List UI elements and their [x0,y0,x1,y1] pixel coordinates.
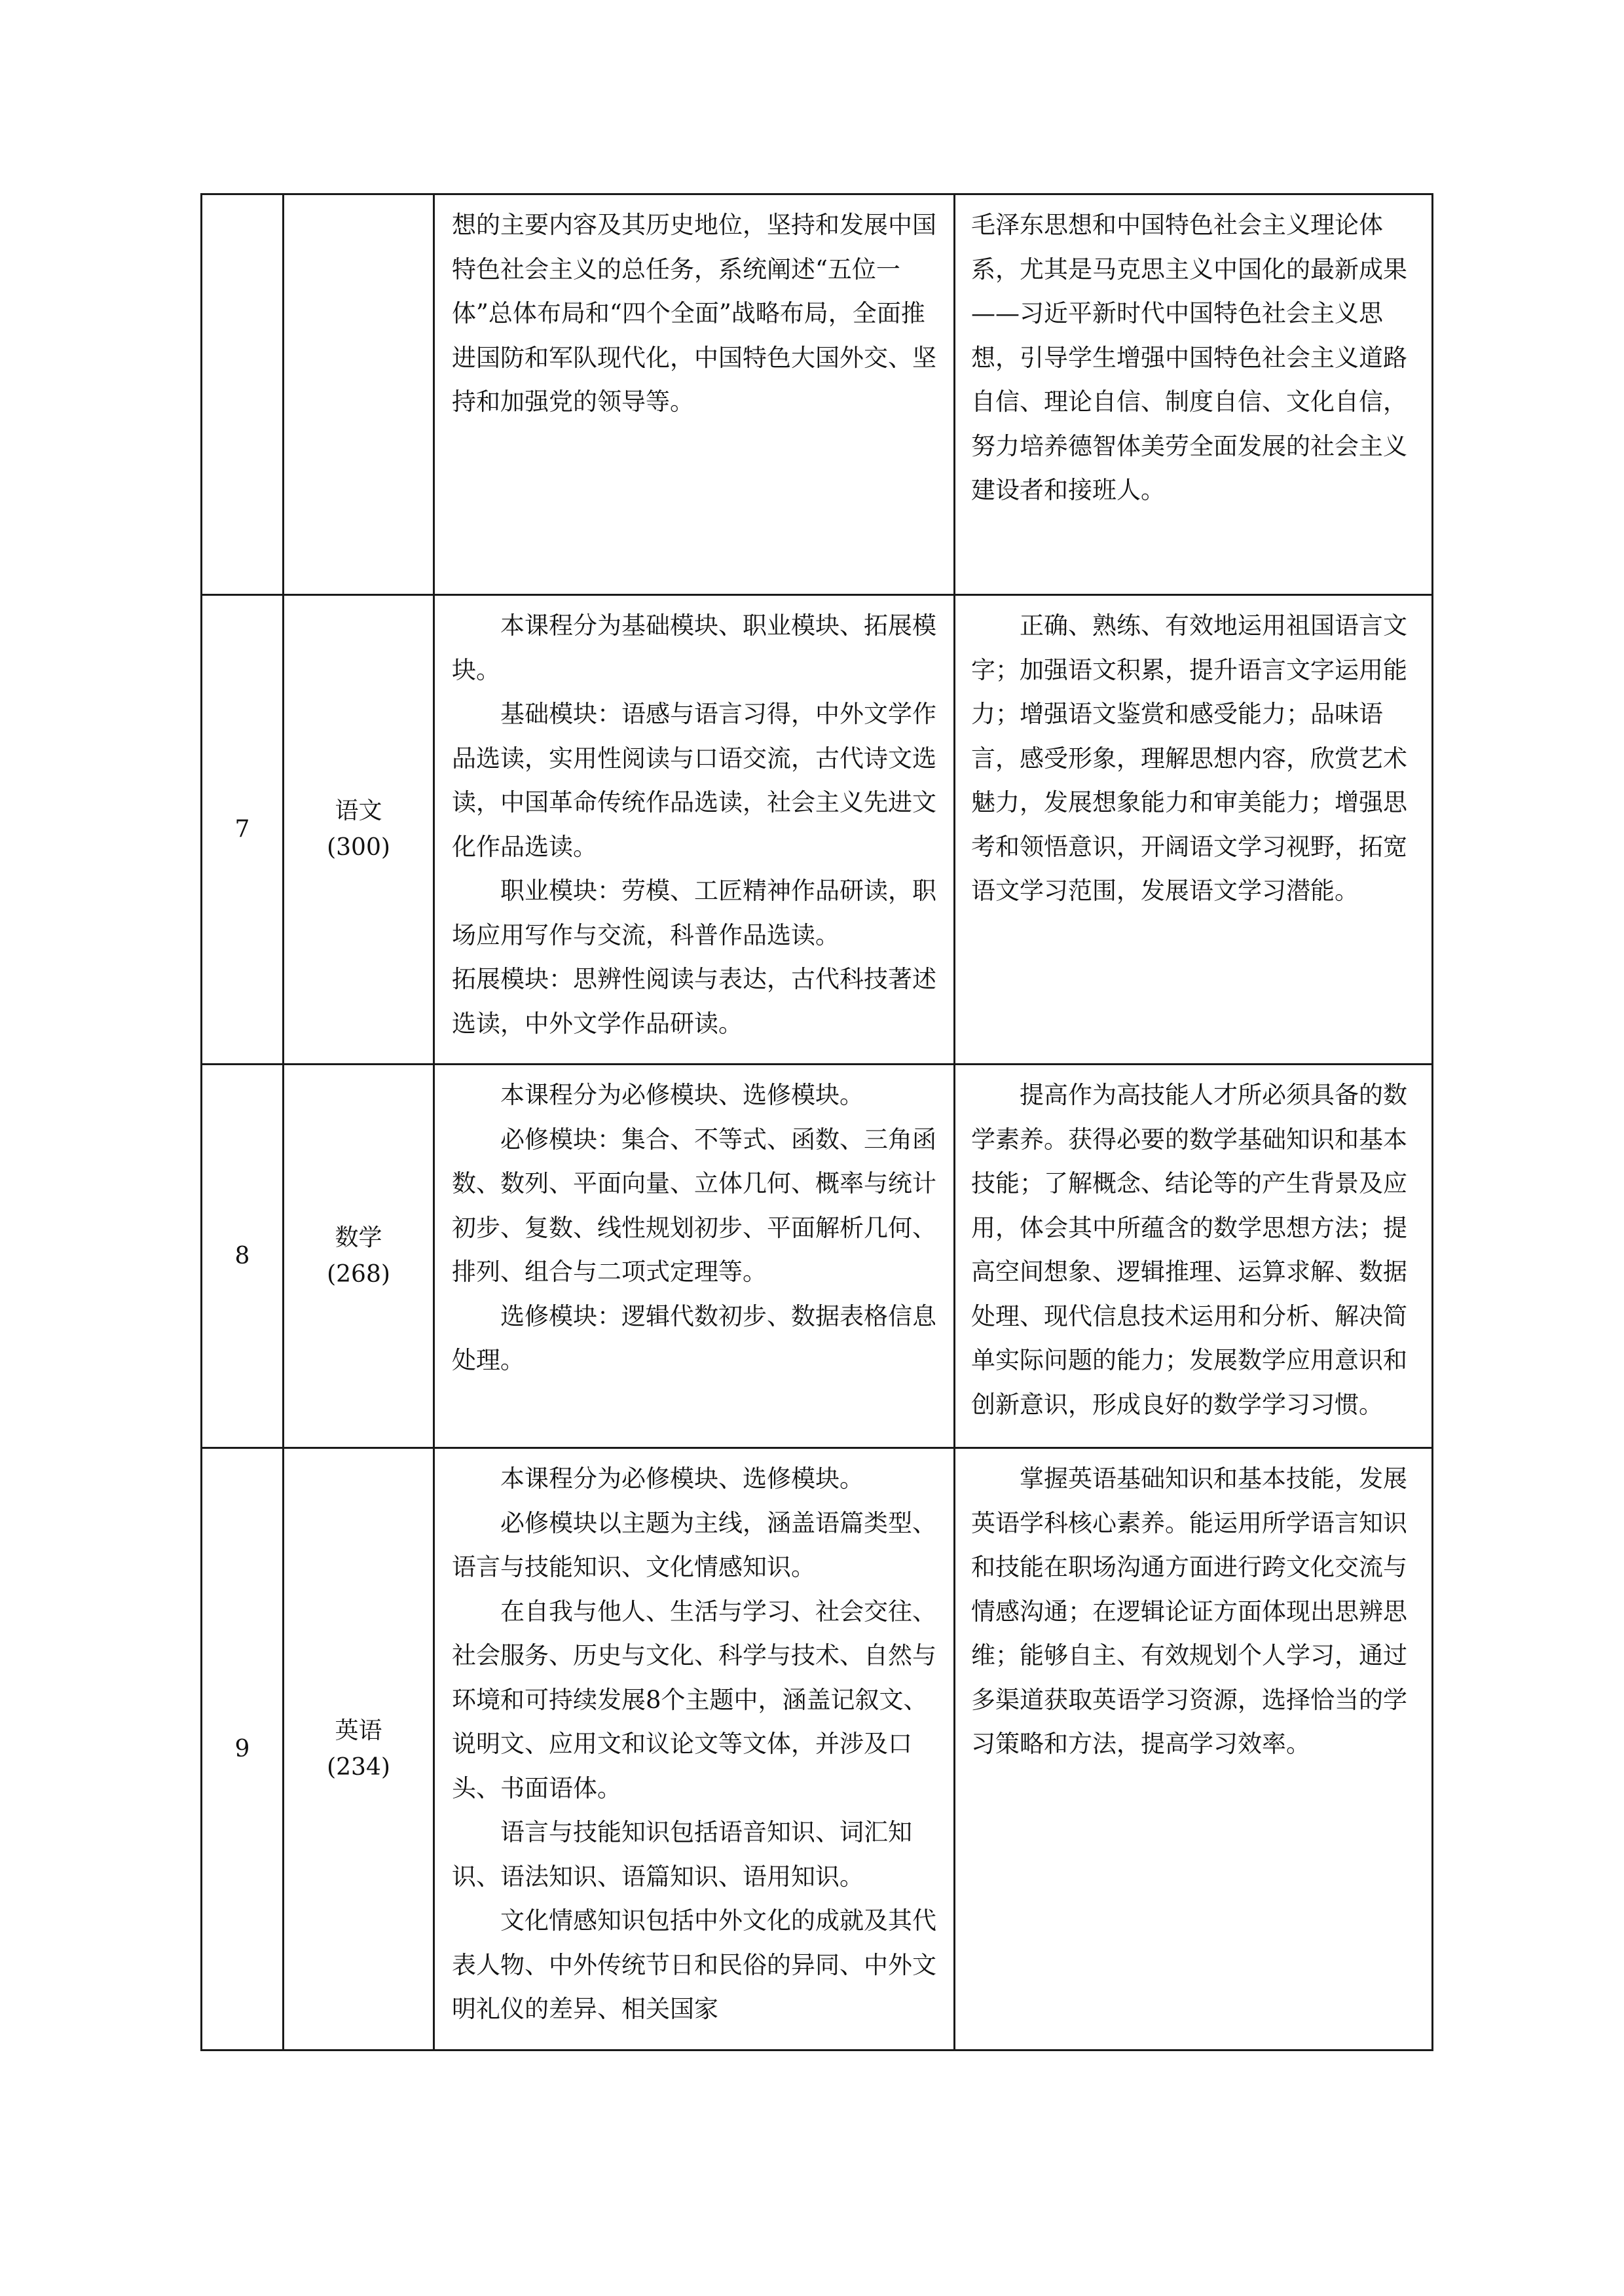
content-paragraph: 本课程分为基础模块、职业模块、拓展模块。 [452,611,936,684]
course-goal-cell [955,1448,1433,2050]
table-row [202,1065,1433,1448]
course-content-cell [434,194,955,595]
curriculum-table [200,193,1433,2051]
course-number-cell [202,595,284,1065]
content-paragraph: 拓展模块：思辨性阅读与表达，古代科技著述选读，中外文学作品研读。 [452,965,936,1038]
course-goal-cell [955,194,1433,595]
table-row [202,595,1433,1065]
course-name: 英语 [335,1717,382,1744]
goal-paragraph: 毛泽东思想和中国特色社会主义理论体系，尤其是马克思主义中国化的最新成果——习近平新时代中国特色社会主义思想，引导学生增强中国特色社会主义道路自信、理论自信、制度自信、文化自信，努力培养德智体美劳全面发展的社会主义建设者和接班人。 [971,211,1407,504]
course-name-cell [284,1065,434,1448]
course-number-cell [202,194,284,595]
course-name-cell [284,595,434,1065]
content-paragraph: 必修模块以主题为主线，涵盖语篇类型、语言与技能知识、文化情感知识。 [452,1508,936,1581]
course-number: 9 [234,1735,250,1762]
content-paragraph: 本课程分为必修模块、选修模块。 [500,1081,864,1109]
course-number-cell [202,1065,284,1448]
content-paragraph: 想的主要内容及其历史地位，坚持和发展中国特色社会主义的总任务，系统阐述“五位一体”总体布局和“四个全面”战略布局，全面推进国防和军队现代化，中国特色大国外交、坚持和加强党的领导等。 [452,211,936,416]
content-paragraph: 语言与技能知识包括语音知识、词汇知识、语法知识、语篇知识、语用知识。 [452,1818,912,1891]
course-hours: (300) [327,834,390,861]
course-name-cell [284,194,434,595]
content-paragraph: 必修模块：集合、不等式、函数、三角函数、数列、平面向量、立体几何、概率与统计初步、复数、线性规划初步、平面解析几何、排列、组合与二项式定理等。 [452,1125,936,1286]
content-paragraph: 在自我与他人、生活与学习、社会交往、社会服务、历史与文化、科学与技术、自然与环境和可持续发展8个主题中，涵盖记叙文、说明文、应用文和议论文等文体，并涉及口头、书面语体。 [452,1597,936,1802]
table-row [202,194,1433,595]
table-row [202,1448,1433,2050]
course-content-cell [434,595,955,1065]
course-name-cell [284,1448,434,2050]
goal-paragraph: 掌握英语基础知识和基本技能，发展英语学科核心素养。能运用所学语言知识和技能在职场沟通方面进行跨文化交流与情感沟通；在逻辑论证方面体现出思辨思维；能够自主、有效规划个人学习，通过多渠道获取英语学习资源，选择恰当的学习策略和方法，提高学习效率。 [971,1465,1407,1758]
course-number: 7 [234,816,250,843]
course-number-cell [202,1448,284,2050]
goal-paragraph: 提高作为高技能人才所必须具备的数学素养。获得必要的数学基础知识和基本技能；了解概念、结论等的产生背景及应用，体会其中所蕴含的数学思想方法；提高空间想象、逻辑推理、运算求解、数据处理、现代信息技术运用和分析、解决简单实际问题的能力；发展数学应用意识和创新意识，形成良好的数学学习习惯。 [971,1081,1407,1419]
course-content-cell [434,1448,955,2050]
course-goal-cell [955,1065,1433,1448]
course-content-cell [434,1065,955,1448]
content-paragraph: 基础模块：语感与语言习得，中外文学作品选读，实用性阅读与口语交流，古代诗文选读，中国革命传统作品选读，社会主义先进文化作品选读。 [452,700,936,861]
course-name: 语文 [335,797,382,824]
content-paragraph: 选修模块：逻辑代数初步、数据表格信息处理。 [452,1302,936,1374]
content-paragraph: 本课程分为必修模块、选修模块。 [500,1465,864,1493]
content-paragraph: 文化情感知识包括中外文化的成就及其代表人物、中外传统节日和民俗的异同、中外文明礼仪的差异、相关国家 [452,1906,936,2023]
goal-paragraph: 正确、熟练、有效地运用祖国语言文字；加强语文积累，提升语言文字运用能力；增强语文鉴赏和感受能力；品味语言，感受形象，理解思想内容，欣赏艺术魅力，发展想象能力和审美能力；增强思考和领悟意识，开阔语文学习视野，拓宽语文学习范围，发展语文学习潜能。 [971,611,1407,905]
course-hours: (268) [327,1260,390,1288]
course-goal-cell [955,595,1433,1065]
course-number: 8 [234,1242,250,1269]
course-hours: (234) [327,1753,390,1781]
content-paragraph: 职业模块：劳模、工匠精神作品研读，职场应用写作与交流，科普作品选读。 [452,877,936,949]
course-name: 数学 [335,1224,382,1251]
